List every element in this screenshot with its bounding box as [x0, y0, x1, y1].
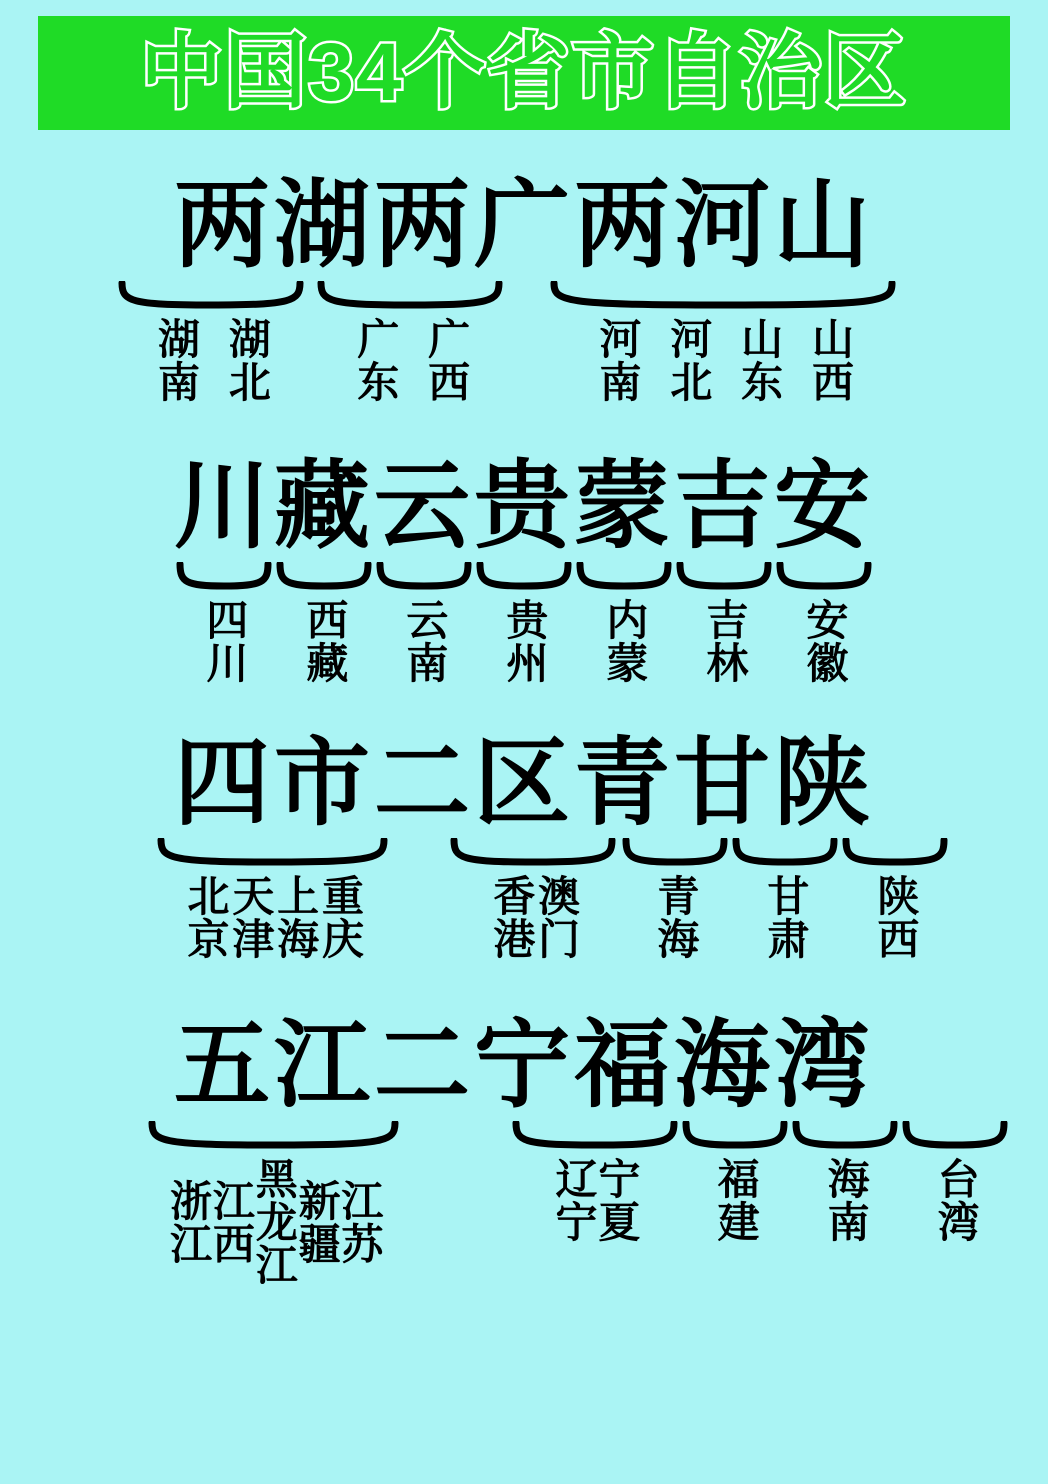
cluster [98, 838, 447, 960]
province-name: 浙江 [165, 1178, 213, 1265]
brace-icon [274, 562, 374, 592]
cluster-names [381, 598, 467, 684]
cluster-names [510, 317, 937, 403]
poster-root [0, 16, 1048, 1484]
cluster-names [111, 317, 310, 403]
province-name: 广东 [352, 316, 400, 403]
brace-icon [116, 281, 306, 311]
cluster [730, 838, 840, 960]
group-1 [0, 172, 1048, 403]
group-3 [0, 729, 1048, 961]
cluster [174, 562, 274, 684]
brace-icon [510, 1121, 680, 1151]
brace-icon [155, 838, 390, 868]
province-name: 内蒙 [601, 597, 649, 684]
cluster-names [181, 598, 267, 684]
province-name: 江苏 [336, 1178, 384, 1265]
brace-icon [574, 562, 674, 592]
province-name: 辽宁 [550, 1157, 598, 1244]
group-1-headline: 两湖两广两河山 [174, 172, 874, 279]
cluster-names [802, 1157, 888, 1243]
province-name: 陕西 [872, 874, 920, 961]
cluster-names [98, 874, 447, 960]
province-name: 重庆 [317, 874, 364, 961]
brace-icon [448, 838, 618, 868]
cluster-names [509, 1157, 680, 1243]
brace-icon [620, 838, 730, 868]
cluster [274, 562, 374, 684]
brace-icon [900, 1121, 1010, 1151]
cluster-names [692, 1157, 778, 1243]
cluster [620, 838, 730, 960]
cluster [674, 562, 774, 684]
cluster [374, 562, 474, 684]
cluster-names [681, 598, 767, 684]
province-name: 江西 [207, 1178, 255, 1265]
brace-icon [774, 562, 874, 592]
cluster-names [742, 874, 828, 960]
province-name: 云南 [401, 597, 449, 684]
province-name: 黑龙江 [250, 1157, 298, 1287]
province-name: 天津 [227, 874, 275, 961]
province-name: 河南 [594, 316, 642, 403]
group-4-headline: 五江二宁福海湾 [174, 1012, 874, 1120]
group-4-clusters [0, 1121, 1048, 1286]
group-2 [0, 452, 1048, 684]
cluster-names [632, 874, 718, 960]
group-2-headline: 川藏云贵蒙吉安 [174, 452, 874, 560]
cluster-names [781, 598, 867, 684]
cluster [790, 1121, 900, 1243]
cluster-names [281, 598, 367, 684]
province-name: 贵州 [501, 597, 549, 684]
brace-icon [730, 838, 840, 868]
province-name: 台湾 [932, 1157, 980, 1244]
group-4 [0, 1012, 1048, 1287]
cluster-names [311, 317, 510, 403]
brace-icon [174, 562, 274, 592]
cluster [509, 1121, 680, 1243]
province-name: 湖北 [223, 316, 271, 403]
title-banner [38, 16, 1010, 130]
cluster [774, 562, 874, 684]
cluster-names [447, 874, 620, 960]
cluster-names [481, 598, 567, 684]
cluster-names [581, 598, 667, 684]
province-name: 安徽 [801, 597, 849, 684]
cluster [574, 562, 674, 684]
province-name: 香港 [488, 874, 536, 961]
province-name: 广西 [423, 316, 471, 403]
page-title: 中国34个省市自治区 [140, 27, 908, 118]
cluster [900, 1121, 1010, 1243]
brace-icon [146, 1121, 401, 1151]
group-2-clusters [0, 562, 1048, 684]
province-name: 澳门 [533, 874, 581, 961]
brace-icon [674, 562, 774, 592]
province-name: 四川 [201, 597, 249, 684]
cluster [447, 838, 620, 960]
province-name: 宁夏 [593, 1157, 641, 1244]
province-name: 甘肃 [762, 874, 810, 961]
cluster [311, 281, 510, 403]
cluster [840, 838, 950, 960]
brace-icon [840, 838, 950, 868]
province-name: 湖南 [153, 316, 201, 403]
province-name: 河北 [665, 316, 713, 403]
province-name: 西藏 [301, 597, 349, 684]
cluster [474, 562, 574, 684]
cluster-names [852, 874, 938, 960]
province-name: 北京 [182, 874, 230, 961]
cluster-names [912, 1157, 998, 1243]
province-name: 新疆 [293, 1178, 341, 1265]
brace-icon [680, 1121, 790, 1151]
cluster-names [38, 1157, 509, 1286]
brace-icon [790, 1121, 900, 1151]
brace-icon [315, 281, 505, 311]
province-name: 山西 [806, 316, 854, 403]
cluster [38, 1121, 509, 1286]
brace-icon [374, 562, 474, 592]
province-name: 上海 [272, 874, 320, 961]
cluster [510, 281, 937, 403]
province-name: 福建 [712, 1157, 760, 1244]
brace-icon [548, 281, 898, 311]
group-3-clusters [0, 838, 1048, 960]
brace-icon [474, 562, 574, 592]
province-name: 吉林 [701, 597, 749, 684]
group-3-headline: 四市二区青甘陕 [174, 729, 874, 837]
province-name: 海南 [822, 1157, 870, 1244]
cluster [680, 1121, 790, 1243]
province-name: 青海 [652, 874, 700, 961]
group-1-clusters [0, 281, 1048, 403]
province-name: 山东 [736, 316, 784, 403]
cluster [111, 281, 310, 403]
